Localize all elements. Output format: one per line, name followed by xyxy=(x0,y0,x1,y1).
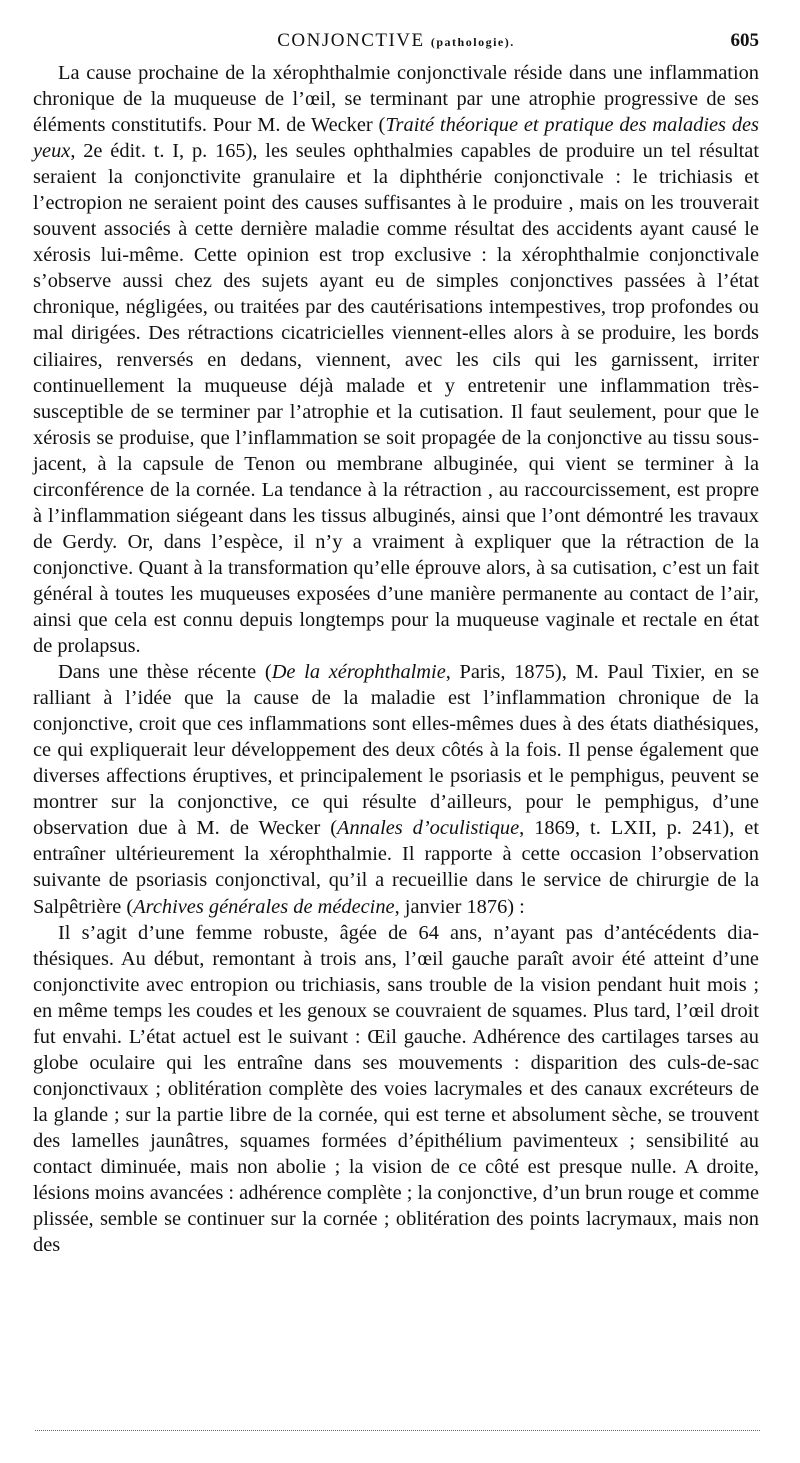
running-head xyxy=(33,30,759,56)
paragraph xyxy=(33,60,759,659)
paragraph xyxy=(33,659,759,919)
italic-title: Annales d’oculistique xyxy=(337,817,520,840)
text-run: Dans une thèse récente ( xyxy=(58,661,272,684)
italic-title: Archives générales de médecine xyxy=(133,895,395,918)
italic-title: De la xérophthalmie xyxy=(271,661,446,684)
text-run: , janvier 1876) : xyxy=(394,895,525,918)
text-run: , 2e édit. t. I, p. 165), les seules ophthalmies capables de produire un tel résultat seraient la conjonctivite granulaire et la diphthérie conjonctivale : le trichiasis et l’ectropion ne seraient point des causes suffisantes à le produire , mais on les trouverait souvent associés à cette dernière maladie comme résultat des accidents ayant causé le xérosis lui-même. Cette opinion est trop exclusive : la xérophthalmie conjonctivale s’observe aussi chez des sujets ayant eu de simples conjonctives passées à l’état chronique, négligées, ou traitées par des cautérisations intempestives, trop profondes ou mal dirigées. Des rétractions cicatricielles viennent-elles alors à se produire, les bords ciliaires, renversés en dedans, viennent, avec les cils qui les garnissent, irriter continuellement la muqueuse déjà malade et y entretenir une inflammation très-susceptible de se terminer par l’atrophie et la cutisation. Il faut seulement, pour que le xérosis se produise, que l’inflammation se soit propagée de la conjonctive au tissu sous-jacent, à la capsule de Tenon ou membrane albuginée, qui vient se terminer à la circonférence de la cornée. La tendance à la rétraction , au raccourcissement, est propre à l’inflammation siégeant dans les tissus albuginés, ainsi que l’ont démontré les travaux de Gerdy. Or, dans l’espèce, il n’y a vraiment à expliquer que la rétraction de la conjonctive. Quant à la transformation qu’elle éprouve alors, à sa cutisation, c’est un fait général à toutes les muqueuses exposées d’une manière permanente au contact de l’air, ainsi que cela est connu depuis longtemps pour la muqueuse vaginale et rectale en état de prolapsus. xyxy=(33,140,759,658)
page-number: 605 xyxy=(730,30,759,51)
body-text xyxy=(33,60,759,1258)
text-run: La cause prochaine de la xérophthalmie conjonctivale réside dans une inflammation chronique de la muqueuse de l’œil, se terminant par une atrophie progressive de ses éléments constitutifs. Pour M. de Wecker ( xyxy=(33,62,759,137)
text-run: Il s’agit d’une femme robuste, âgée de 64 ans, n’ayant pas d’antécédents diathésiques. Au début, remontant à trois ans, l’œil gauche paraît avoir été atteint d’une conjonctivite avec entropion ou trichiasis, sans trouble de la vision pendant huit mois ; en même temps les coudes et les genoux se couvraient de squames. Plus tard, l’œil droit fut envahi. L’état actuel est le suivant : Œil gauche. Adhérence des cartilages tarses au globe oculaire qui les entraîne dans ses mouvements : disparition des culs-de-sac conjonctivaux ; oblitération complète des voies lacrymales et des canaux excréteurs de la glande ; sur la partie libre de la cornée, qui est terne et absolument sèche, se trouvent des lamelles jaunâtres, squames formées d’épithélium pavimenteux ; sensibilité au contact diminuée, mais non abolie ; la vision de ce côté est presque nulle. A droite, lésions moins avancées : adhérence complète ; la conjonctive, d’un brun rouge et comme plissée, semble se continuer sur la cornée ; oblitération des points lacrymaux, mais non des xyxy=(33,921,759,1257)
footer-rule xyxy=(35,1430,760,1431)
running-title xyxy=(33,30,759,52)
italic-title: Traité théorique et pratique des maladies des yeux xyxy=(33,114,759,163)
text-run: , Paris, 1875), M. Paul Tixier, en se ralliant à l’idée que la cause de la maladie est l’inflammation chronique de la conjonctive, croit que ces inflammations sont elles-mêmes dues à des états diathésiques, ce qui expliquerait leur développement des deux côtés à la fois. Il pense également que diverses affections éruptives, et principalement le psoriasis et le pemphigus, peuvent se montrer sur la conjonctive, ce qui résulte d’ailleurs, pour le pemphigus, d’une observation due à M. de Wecker ( xyxy=(33,661,760,840)
running-title-subtitle: (pathologie). xyxy=(430,35,515,49)
running-title-main: CONJONCTIVE xyxy=(277,30,425,51)
text-run: , 1869, t. LXII, p. 241), et entraîner ultérieurement la xérophthalmie. Il rapporte à cette occasion l’observation suivante de psoriasis conjonctival, qu’il a recueillie dans le service de chirurgie de la Salpêtrière ( xyxy=(33,817,759,918)
paragraph xyxy=(33,920,759,1259)
